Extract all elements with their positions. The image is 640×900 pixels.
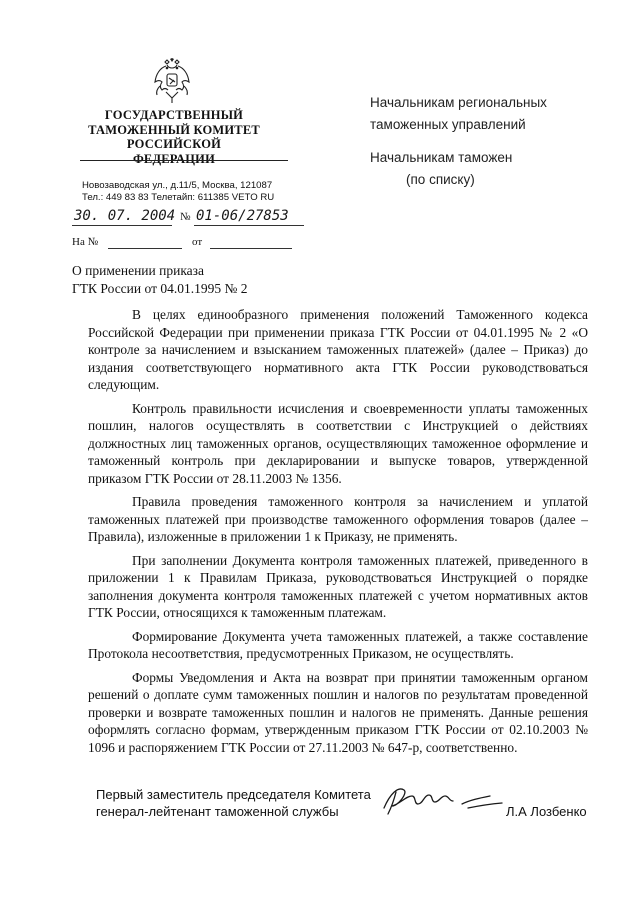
document-subject [72, 262, 247, 298]
reference-line [72, 236, 302, 252]
coat-of-arms-emblem [152, 58, 192, 104]
header-divider [80, 160, 288, 161]
organization-name [88, 108, 260, 166]
reference-number-blank [108, 248, 182, 249]
registration-line [72, 208, 302, 228]
body-paragraph: В целях единообразного применения положений Таможенного кодекса Российской Федерации при применении приказа ГТК России от 04.01.1995 № 2 «О контроле за начислением и взысканием таможенных платежей» (далее – Приказ) до издания соответствующего нормативного акта ГТК России руководствоваться следующим. [88, 307, 588, 392]
addressee-line: Начальникам таможен [370, 150, 513, 165]
body-paragraph: Формирование Документа учета таможенных платежей, а также составление Протокола несоответствия, предусмотренных Приказом, не осуществлять. [88, 628, 588, 661]
body-paragraph: Правила проведения таможенного контроля за начислением и уплатой таможенных платежей при производстве таможенного оформления товаров (далее – Правила), изложенные в приложении 1 к Приказу, не применять. [88, 494, 588, 544]
reference-number-label: На № [72, 236, 99, 248]
org-line: ТАМОЖЕННЫЙ КОМИТЕТ [88, 122, 260, 137]
position-line: Первый заместитель председателя Комитета [96, 787, 371, 802]
position-line: генерал-лейтенант таможенной службы [96, 804, 339, 819]
subject-line: ГТК России от 04.01.1995 № 2 [72, 281, 248, 296]
reference-date-label: от [192, 236, 203, 248]
addressee-block-customs [370, 147, 512, 191]
body-paragraph: При заполнении Документа контроля таможенных платежей, приведенного в приложении 1 к Правилам Приказа, руководствоваться Инструкцией о порядке заполнения документа контроля таможенных платежей с учетом нормативных актов ГТК России, относящихся к таможенным платежам. [88, 552, 588, 620]
addressee-line: таможенных управлений [370, 117, 526, 132]
document-body [88, 306, 588, 762]
org-line: РОССИЙСКОЙ ФЕДЕРАЦИИ [126, 137, 222, 166]
document-number: 01-06/27853 [196, 208, 289, 224]
body-paragraph: Контроль правильности исчисления и своевременности уплаты таможенных пошлин, налогов осуществлять в соответствии с Инструкцией о действиях должностных лиц таможенных органов, осуществляющих таможенное оформление и таможенный контроль при декларировании и выпуске товаров, утвержденной приказом ГТК России от 28.11.2003 № 1356. [88, 400, 588, 486]
subject-line: О применении приказа [72, 263, 204, 278]
signatory-name: Л.А Лозбенко [506, 804, 587, 819]
phone-line: Тел.: 449 83 83 Телетайп: 611385 VETO RU [82, 192, 275, 203]
org-address [82, 180, 274, 204]
addressee-line: Начальникам региональных [370, 95, 547, 110]
addressee-note: (по списку) [406, 172, 475, 187]
signatory-position [96, 786, 371, 820]
body-paragraph: Формы Уведомления и Акта на возврат при принятии таможенным органом решений о доплате сумм таможенных пошлин и налогов по результатам проведенной проверки и возврате таможенных пошлин и налогов не применять. Данные решения оформлять согласно формам, утвержденным приказом ГТК России от 02.10.2003 № 1096 и распоряжением ГТК России от 27.11.2003 № 647-р, соответственно. [88, 669, 588, 755]
date-underline [72, 225, 172, 226]
number-label: № [180, 211, 191, 223]
addressee-block-regional [370, 92, 547, 136]
document-date: 30. 07. 2004 [74, 208, 176, 224]
address-line: Новозаводская ул., д.11/5, Москва, 121087 [82, 180, 273, 191]
number-underline [194, 225, 304, 226]
reference-date-blank [210, 248, 292, 249]
signature-block [96, 786, 606, 826]
org-line: ГОСУДАРСТВЕННЫЙ [104, 108, 244, 122]
